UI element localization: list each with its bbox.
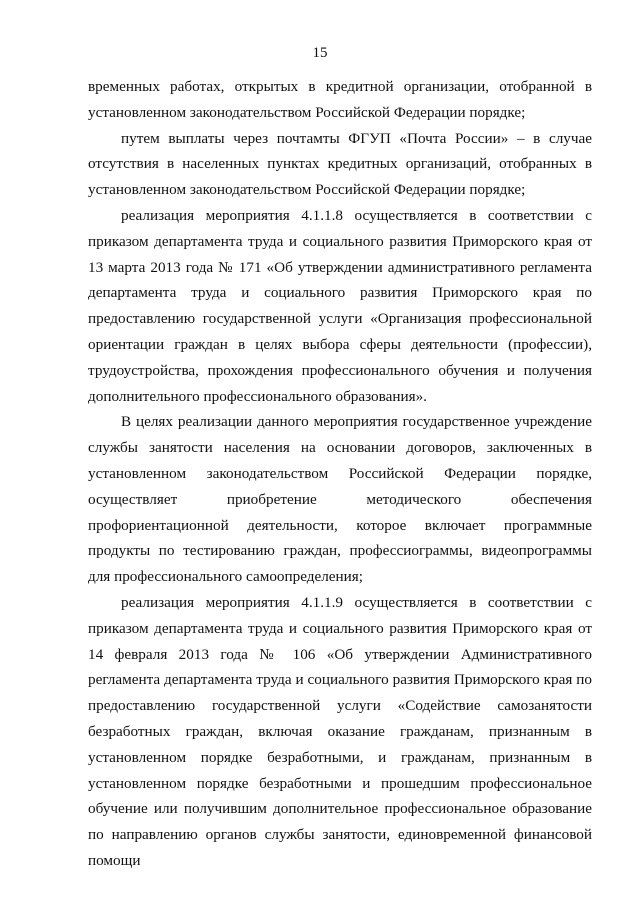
page-number: 15: [312, 45, 328, 61]
paragraph-measure-4-1-1-9: реализация мероприятия 4.1.1.9 осуществляется в соответствии с приказом департамента труда и социального развития Приморского края от 14 февраля 2013 года № 106 «Об утверждении Административного регламента департамента труда и социального развития Приморского края по предоставлению государственной услуги «Содействие самозанятости безработных граждан, включая оказание гражданам, признанным в установленном порядке безработными, и гражданам, признанным в установленном порядке безработными и прошедшим профессиональное обучение или получившим дополнительное профессиональное образование по направлению органов службы занятости, единовременной финансовой помощи: [88, 593, 592, 869]
paragraph-measure-4-1-1-8: реализация мероприятия 4.1.1.8 осуществляется в соответствии с приказом департамента труда и социального развития Приморского края от 13 марта 2013 года № 171 «Об утверждении административного регламента департамента труда и социального развития Приморского края по предоставлению государственной услуги «Организация профессиональной ориентации граждан в целях выбора сферы деятельности (профессии), трудоустройства, прохождения профессионального обучения и получения дополнительного профессионального образования».: [88, 206, 592, 405]
paragraph-implementation: В целях реализации данного мероприятия государственное учреждение службы занятости населения на основании договоров, заключенных в установленном законодательством Российской Федерации порядке, осуществляет приобретение методического обеспечения профориентационной деятельности, которое включает программные продукты по тестированию граждан, профессиограммы, видеопрограммы для профессионального самоопределения;: [88, 413, 592, 586]
paragraph-post-payment: путем выплаты через почтамты ФГУП «Почта России» – в случае отсутствия в населенных пунктах кредитных организаций, отобранных в установленном законодательством Российской Федерации порядке;: [88, 129, 592, 199]
paragraph-continued: временных работах, открытых в кредитной организации, отобранной в установленном законодательством Российской Федерации порядке;: [88, 78, 592, 121]
body-text: [88, 74, 592, 874]
